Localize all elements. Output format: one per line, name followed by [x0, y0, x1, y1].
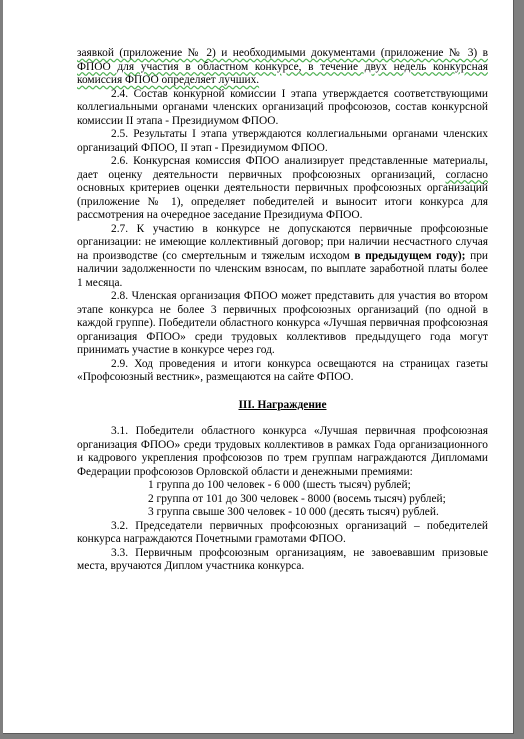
paragraph-2-7 [77, 223, 488, 291]
paragraph-3-1: 3.1. Победители областного конкурса «Лучшая первичная профсоюзная организация ФПОО» среди трудовых коллективов в рамках Года организационного и кадрового укрепления профсоюзов по трем группам награждаются Дипломами Федерации профсоюзов Орловской области и денежными премиями: [77, 425, 488, 478]
paragraph-2-9: 2.9. Ход проведения и итоги конкурса освещаются на страницах газеты «Профсоюзный вестник», размещаются на сайте ФПОО. [77, 357, 488, 383]
prize-group-2: 2 группа от 101 до 300 человек - 8000 (восемь тысяч) рублей; [148, 492, 446, 505]
spellcheck-word: согласно [445, 168, 488, 181]
prize-groups-list [77, 479, 488, 520]
paragraph-2-5: 2.5. Результаты I этапа утверждаются коллегиальными органами членских организаций ФПОО, II этап - Президиумом ФПОО. [77, 128, 488, 154]
spacer [77, 385, 488, 399]
intro-text: заявкой (приложение № 2) и необходимыми документами (приложение № 3) в ФПОО для участия в областном конкурсе, в течение двух недель конкурсная комиссия ФПОО определяет лучших. [77, 47, 488, 86]
document-body [77, 47, 488, 574]
paragraph-2-6-part-b: основных критериев оценки деятельности первичных профсоюзных организаций (приложение № 1), определяет победителей и выносит итоги конкурса для рассмотрения на очередное заседание Президиума ФПОО. [77, 182, 488, 221]
prize-group-3: 3 группа свыше 300 человек - 10 000 (десять тысяч) рублей. [148, 506, 439, 518]
paragraph-2-6 [77, 155, 488, 223]
spacer [77, 412, 488, 425]
section-heading: III. Награждение [238, 398, 327, 411]
intro-paragraph [77, 47, 488, 88]
paragraph-2-7-bold: в предыдущем году); [354, 249, 466, 262]
prize-group-1: 1 группа до 100 человек - 6 000 (шесть тысяч) рублей; [148, 479, 411, 491]
document-page [3, 0, 514, 734]
paragraph-2-7-part-a: 2.7. К участию в конкурсе не допускаются первичные профсоюзные организации: не имеющие коллективный договор; при наличии несчастного случая на производстве (со смертельным и тяжелым исходом [77, 222, 488, 262]
paragraph-2-8: 2.8. Членская организация ФПОО может представить для участия во втором этапе конкурса не более 3 первичных профсоюзных организаций (по одной в каждой группе). Победители областного конкурса «Лучшая первичная профсоюзная организация ФПОО» среди трудовых коллективов предыдущего года могут принимать участие в конкурсе через год. [77, 290, 488, 356]
paragraph-2-6-part-a: 2.6. Конкурсная комиссия ФПОО анализирует представленные материалы, дает оценку деятельности первичных профсоюзных организаций, [77, 155, 488, 181]
paragraph-3-2: 3.2. Председатели первичных профсоюзных организаций – победителей конкурса награждаются Почетными грамотами ФПОО. [77, 519, 488, 545]
paragraph-3-3: 3.3. Первичным профсоюзным организациям, не завоевавшим призовые места, вручаются Диплом участника конкурса. [77, 546, 488, 572]
paragraph-2-4: 2.4. Состав конкурной комиссии I этапа утверждается соответствующими коллегиальными органами членских организаций профсоюзов, состав конкурсной комиссии II этапа - Президиумом ФПОО. [77, 87, 488, 127]
paragraph-2-7-part-b: при наличии задолженности по членским взносам, по выплате заработной платы более 1 месяца. [77, 249, 488, 289]
